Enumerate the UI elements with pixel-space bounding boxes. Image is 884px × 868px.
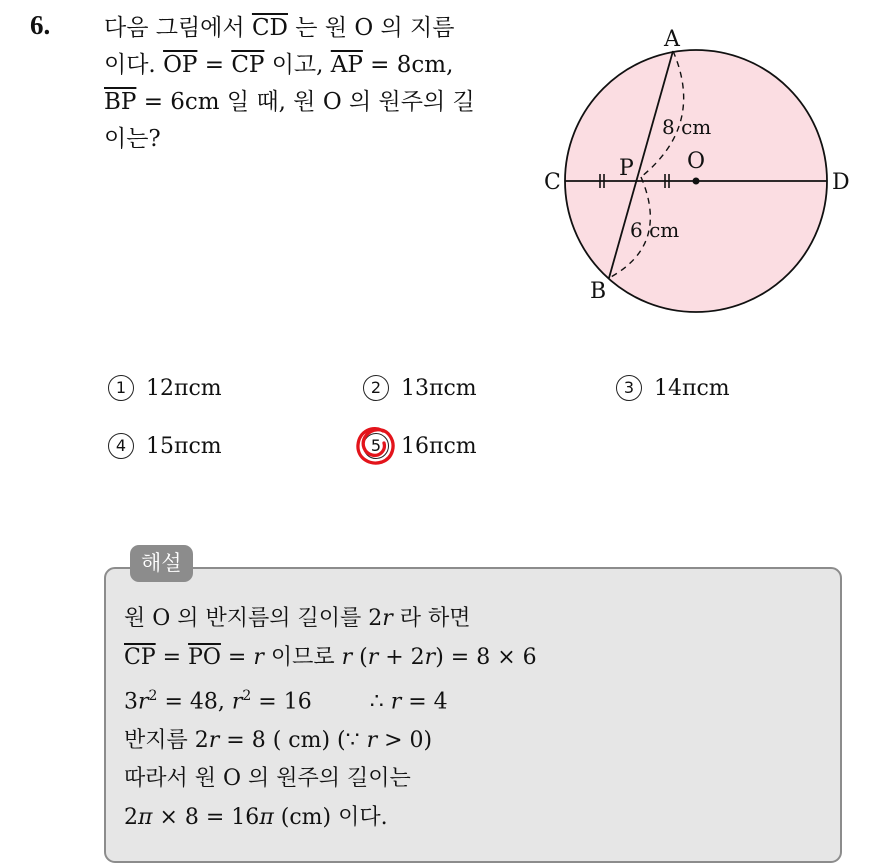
text: 는 원 O 의 지름 — [287, 15, 455, 41]
var: r — [424, 644, 436, 670]
text: = — [220, 644, 254, 670]
text: 3 — [124, 689, 138, 715]
exponent: 2 — [148, 688, 158, 704]
label-b: B — [590, 279, 607, 304]
solution-text — [124, 600, 537, 837]
question-number: 6. — [30, 10, 51, 40]
var: r — [382, 606, 393, 631]
text: 라 하면 — [392, 606, 471, 631]
text: + 2 — [378, 644, 425, 670]
text: (cm) 이다. — [273, 804, 388, 830]
text: 다음 그림에서 — [104, 15, 252, 41]
choice-2[interactable] — [363, 375, 477, 401]
var: r — [341, 644, 353, 670]
choice-text-2: 13πcm — [401, 376, 477, 401]
exponent: 2 — [242, 688, 252, 704]
text: = 4 — [401, 689, 448, 715]
text: 원 O 의 반지름의 길이를 2 — [124, 606, 383, 631]
choice-4[interactable] — [108, 433, 222, 459]
segment-ap: $\overline{AP}$ — [330, 52, 363, 78]
text: = 6cm 일 때, 원 O 의 원주의 길 — [136, 89, 475, 115]
var: r — [208, 727, 220, 753]
choice-1[interactable] — [108, 375, 222, 401]
solution-tag: 해설 — [130, 545, 193, 582]
text: = — [155, 644, 189, 670]
segment-cd: $\overline{CD}$ — [251, 15, 288, 41]
var: r — [138, 689, 149, 715]
question-line-3 — [104, 84, 524, 121]
var: r — [253, 644, 264, 670]
question-line-4 — [104, 121, 524, 158]
var: π — [259, 804, 274, 830]
segment-op: $\overline{OP}$ — [163, 52, 198, 78]
text: 따라서 원 O 의 원주의 길이는 — [124, 766, 411, 792]
text: × 8 = 16 — [152, 804, 260, 830]
text: = 8cm, — [362, 52, 454, 78]
choice-5[interactable] — [363, 433, 477, 459]
choice-number-3: 3 — [616, 375, 642, 401]
segment-po: $\overline{PO}$ — [188, 644, 221, 670]
text: = — [197, 52, 232, 78]
question-text — [104, 10, 524, 158]
circle-figure — [535, 20, 865, 320]
choice-text-4: 15πcm — [146, 434, 222, 459]
segment-bp: $\overline{BP}$ — [104, 89, 137, 115]
text: > 0) — [377, 727, 433, 753]
label-o: O — [687, 149, 706, 174]
var: r — [231, 689, 243, 715]
solution-line-4 — [124, 722, 537, 761]
label-d: D — [832, 170, 850, 195]
text: = 8 ( cm) (∵ — [219, 727, 367, 753]
solution-line-6 — [124, 799, 537, 838]
segment-cp: $\overline{CP}$ — [124, 644, 156, 670]
label-a: A — [664, 27, 680, 52]
choice-text-1: 12πcm — [146, 376, 222, 401]
choice-3[interactable] — [616, 375, 730, 401]
answer-choices — [108, 375, 848, 485]
text: = 16 — [251, 689, 312, 715]
label-p: P — [619, 156, 634, 181]
question-line-2 — [104, 47, 524, 84]
text: 이다. — [104, 52, 164, 78]
segment-cp: $\overline{CP}$ — [231, 52, 265, 78]
var: π — [138, 804, 153, 830]
length-ap: 8 cm — [662, 115, 712, 139]
var: r — [366, 727, 378, 753]
text: = 48, — [157, 689, 232, 715]
question-line-1 — [104, 10, 524, 47]
therefore-symbol: ∴ — [369, 689, 391, 715]
solution-line-3 — [124, 677, 537, 722]
text: 이고, — [264, 52, 331, 78]
choice-text-5: 16πcm — [401, 434, 477, 459]
text: 이는? — [104, 126, 161, 152]
choice-number-4: 4 — [108, 433, 134, 459]
text: ( — [352, 644, 368, 670]
choice-text-3: 14πcm — [654, 376, 730, 401]
label-c: C — [544, 170, 561, 195]
text: 2 — [124, 804, 138, 830]
solution-line-2 — [124, 639, 537, 678]
choice-number-1: 1 — [108, 375, 134, 401]
text: 반지름 2 — [124, 727, 209, 753]
solution-line-5 — [124, 760, 537, 799]
choice-number-5: 5 — [363, 433, 389, 459]
choice-number-2: 2 — [363, 375, 389, 401]
center-point-o — [693, 178, 700, 185]
var: r — [367, 644, 379, 670]
solution-line-1 — [124, 600, 537, 639]
answer-circle-mark — [353, 423, 399, 469]
length-bp: 6 cm — [630, 218, 680, 242]
text: 이므로 — [263, 644, 342, 670]
text: ) = 8 × 6 — [435, 644, 537, 670]
var: r — [390, 689, 402, 715]
